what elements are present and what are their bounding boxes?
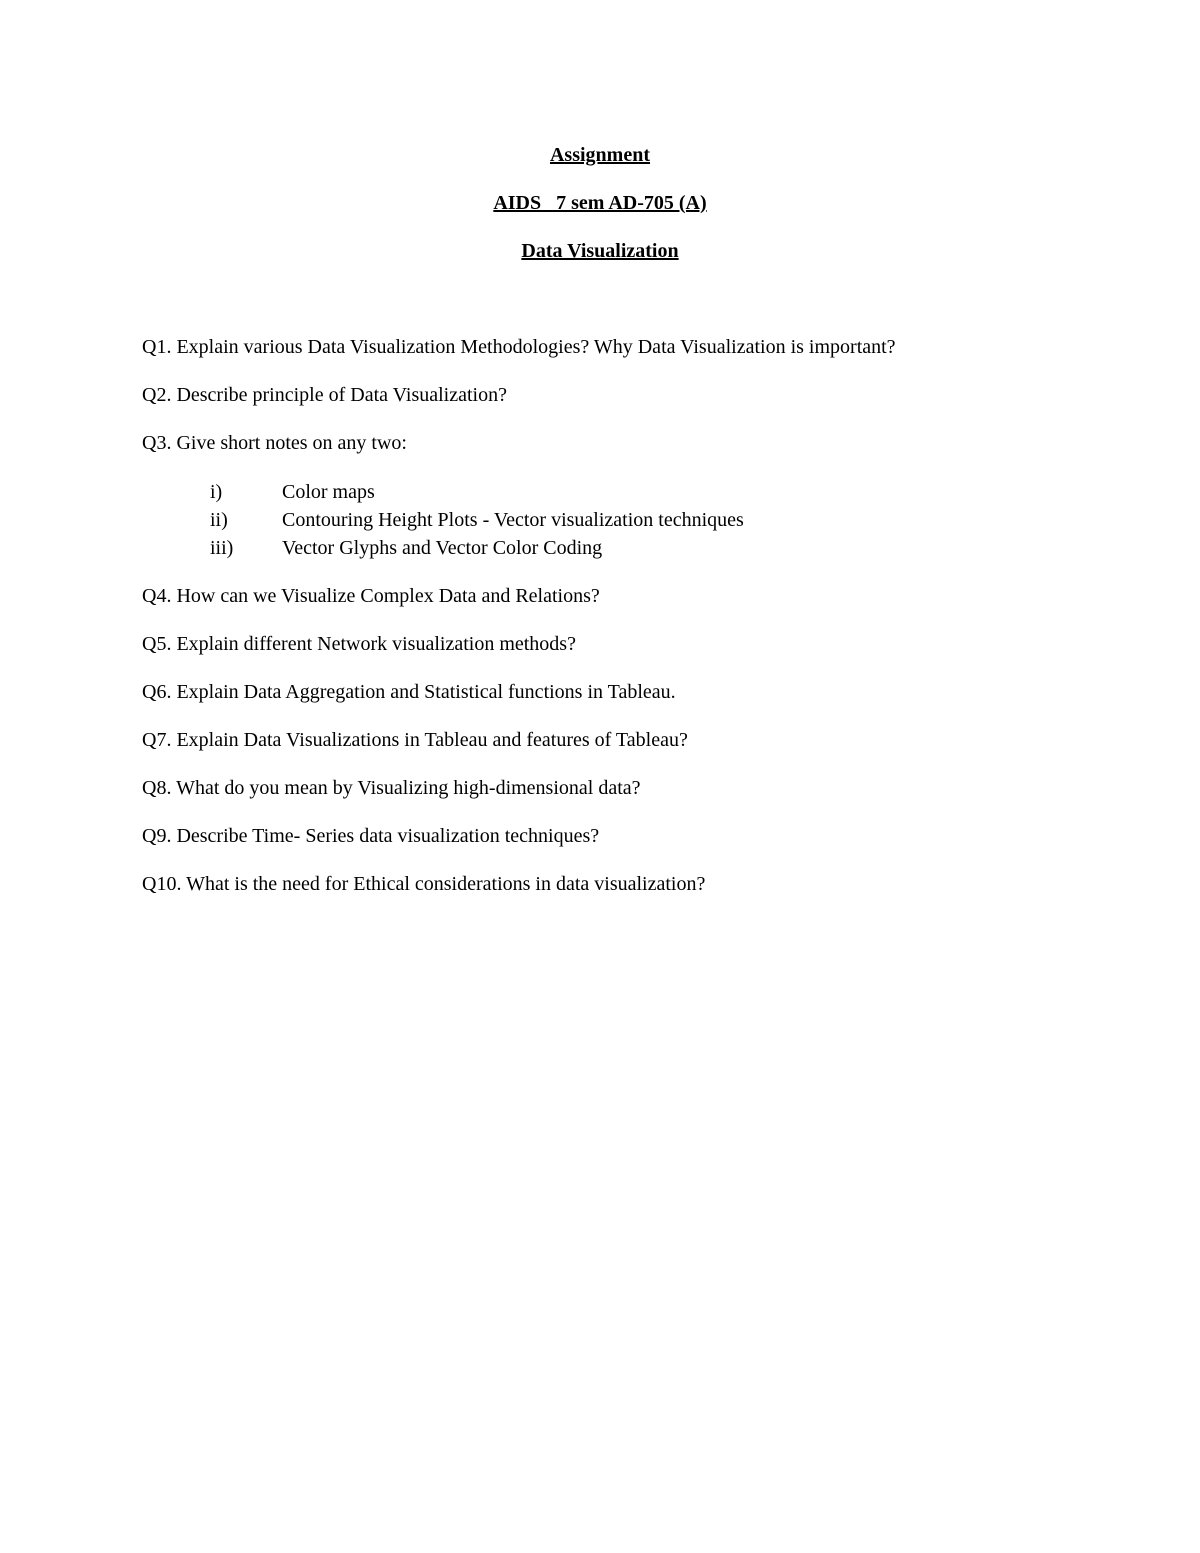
question-6: Q6. Explain Data Aggregation and Statistical functions in Tableau. [142, 681, 676, 703]
question-1: Q1. Explain various Data Visualization Methodologies? Why Data Visualization is important? [142, 336, 896, 358]
question-7: Q7. Explain Data Visualizations in Tableau and features of Tableau? [142, 729, 688, 751]
question-5: Q5. Explain different Network visualization methods? [142, 633, 576, 655]
q3-option-1-number: i) [210, 481, 223, 503]
question-4: Q4. How can we Visualize Complex Data and Relations? [142, 585, 600, 607]
q3-option-3-number: iii) [210, 537, 234, 559]
question-9: Q9. Describe Time- Series data visualization techniques? [142, 825, 600, 847]
question-3: Q3. Give short notes on any two: [142, 432, 407, 454]
q3-option-2-text: Contouring Height Plots - Vector visualization techniques [282, 509, 744, 531]
question-2: Q2. Describe principle of Data Visualization? [142, 384, 507, 406]
course-code: AIDS 7 sem AD-705 (A) [493, 192, 707, 214]
q3-option-1-text: Color maps [282, 481, 375, 503]
question-10: Q10. What is the need for Ethical considerations in data visualization? [142, 873, 706, 895]
question-8: Q8. What do you mean by Visualizing high-dimensional data? [142, 777, 641, 799]
q3-option-2-number: ii) [210, 509, 228, 531]
subject-title: Data Visualization [521, 240, 679, 262]
q3-option-3-text: Vector Glyphs and Vector Color Coding [282, 537, 603, 559]
assignment-title: Assignment [549, 144, 650, 166]
